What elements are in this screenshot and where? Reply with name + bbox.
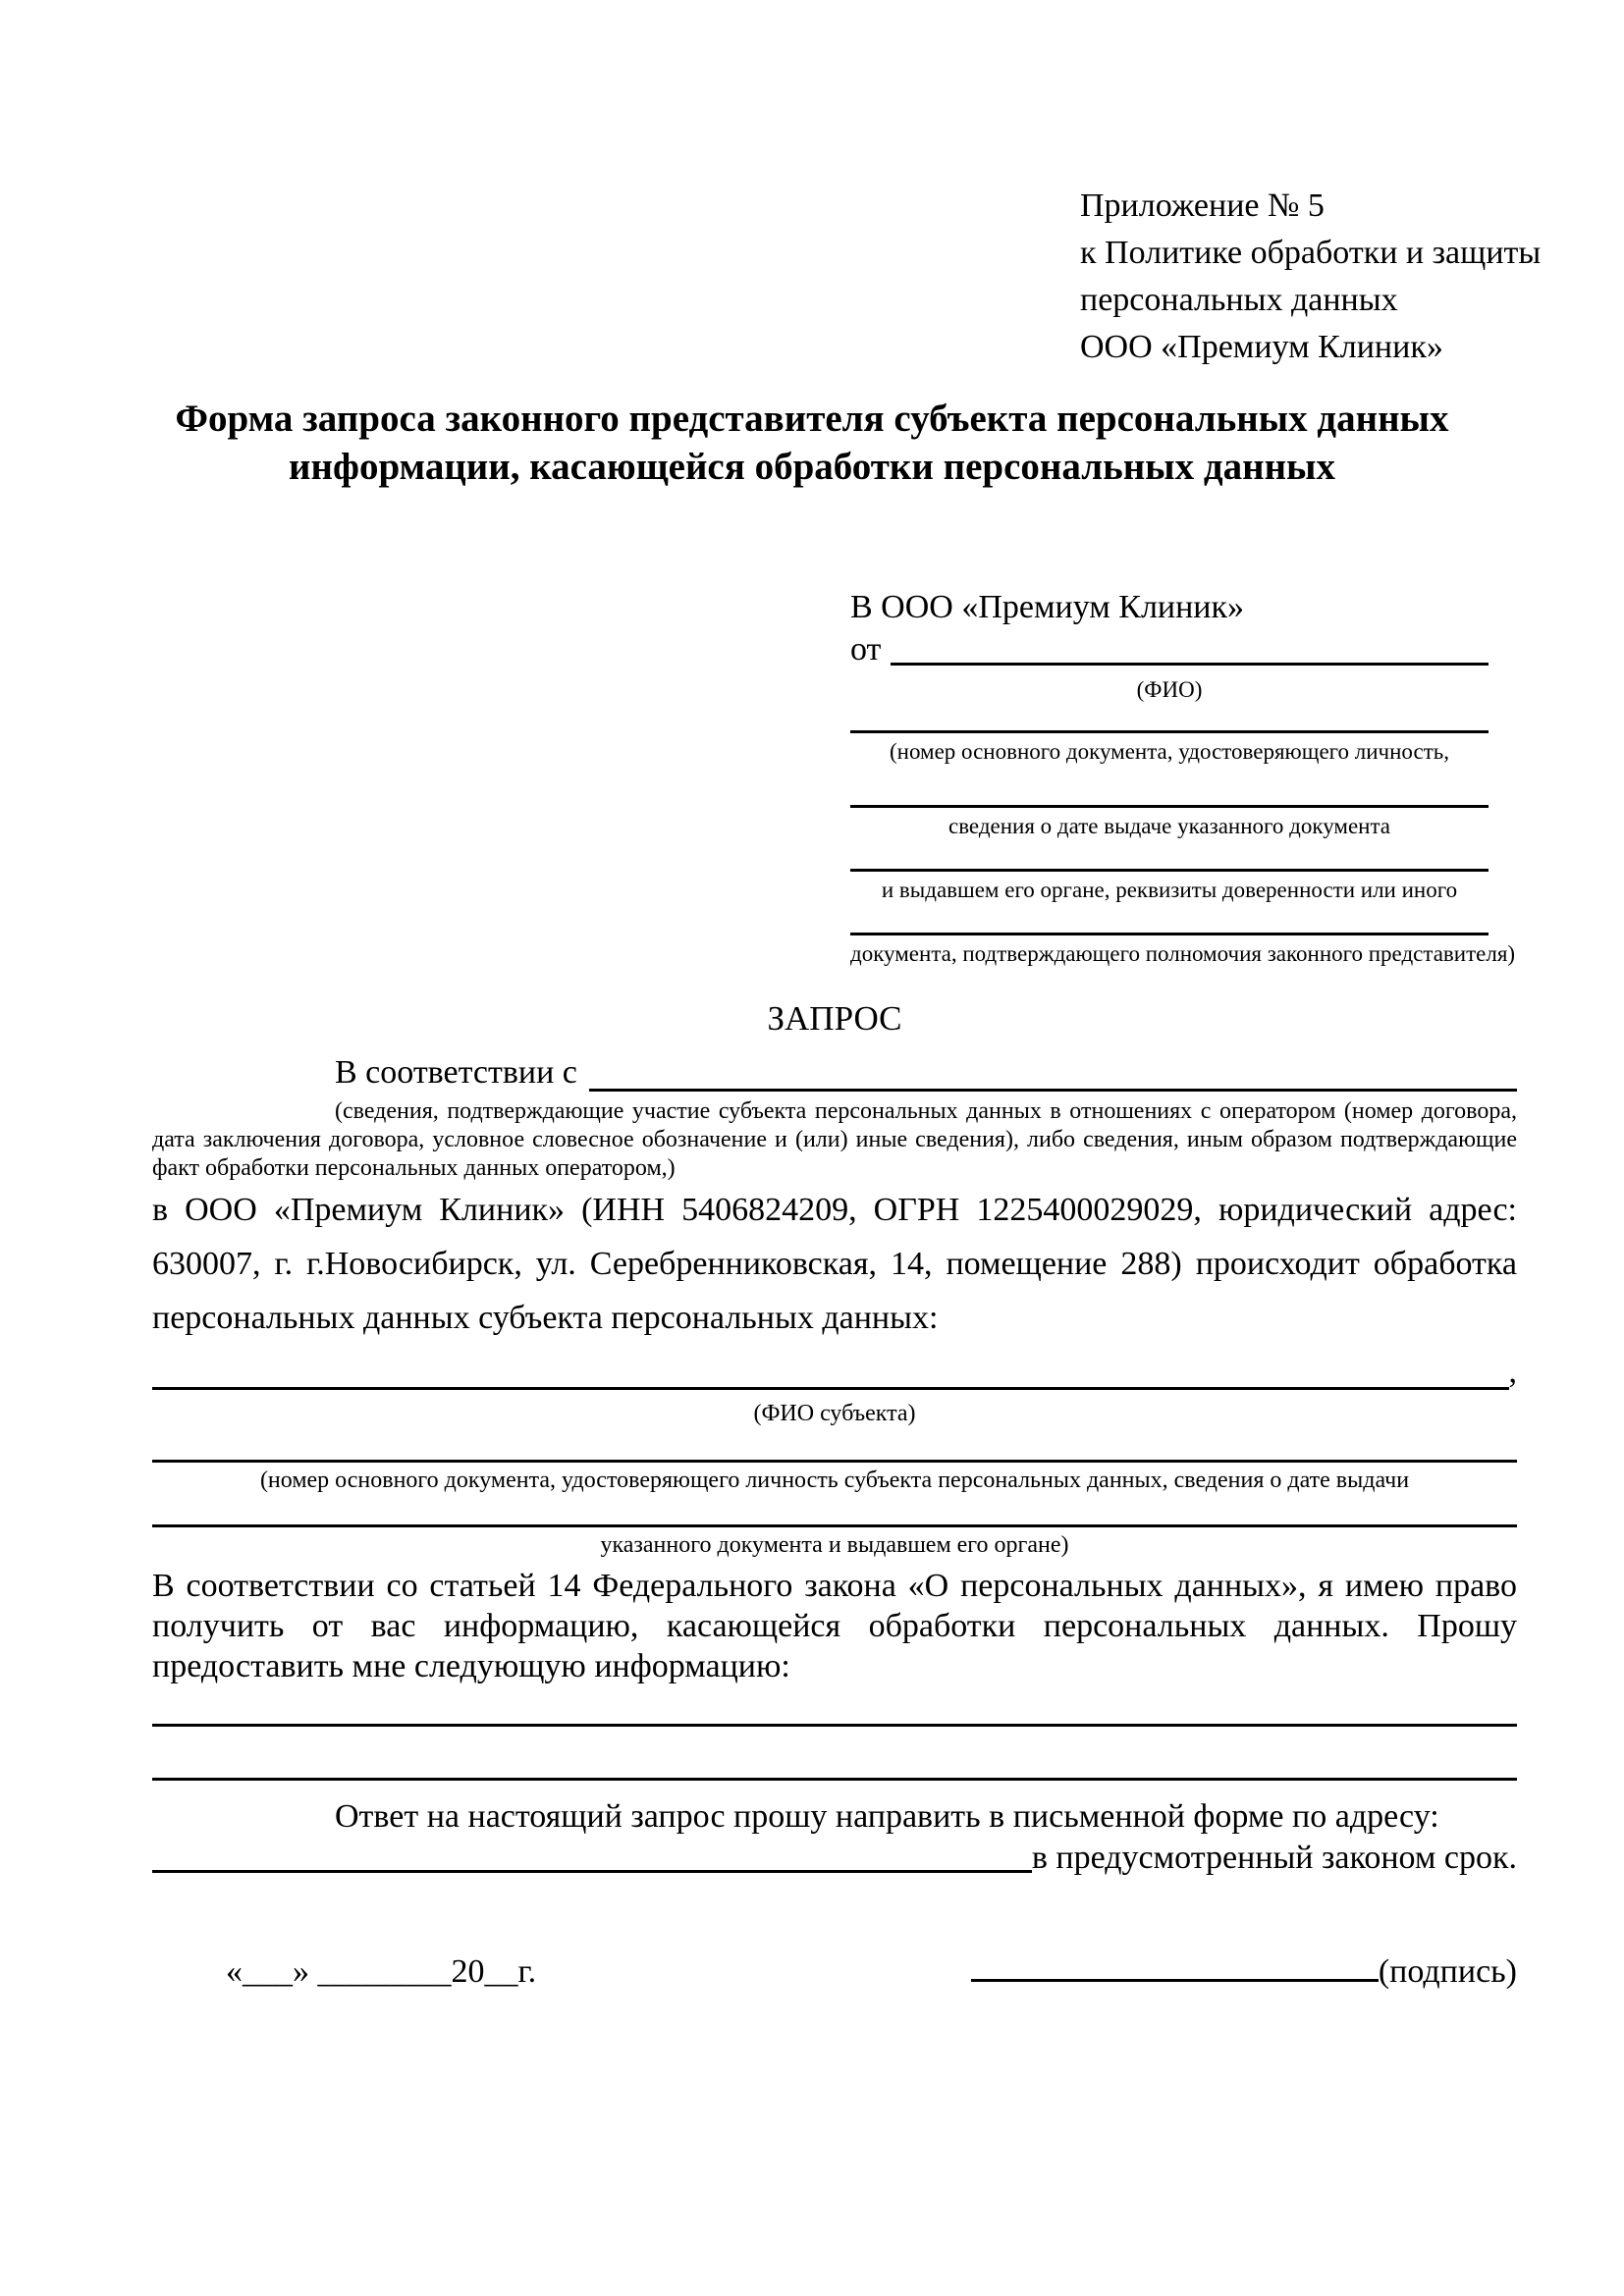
signature-field xyxy=(971,1951,1517,1993)
doc-fill-group-2 xyxy=(850,805,1489,840)
date-field: «___» ________20__г. xyxy=(226,1953,537,1990)
doc-fill-line-1 xyxy=(850,730,1489,733)
doc-fill-group-3 xyxy=(850,869,1489,904)
subject-doc-line-2 xyxy=(152,1524,1517,1527)
answer-paragraph: Ответ на настоящий запрос прошу направить в письменной форме по адресу: xyxy=(335,1798,1439,1835)
blank-line-2 xyxy=(152,1778,1517,1781)
intro-caption: (сведения, подтверждающие участие субъекта персональных данных в отношениях с оператором (номер договора, дата заключения договора, условное словесное обозначение и (или) иные сведения), либо сведения, иным образом подтверждающие факт обработки персональных данных оператором,) xyxy=(152,1098,1517,1181)
annex-note xyxy=(1080,183,1541,371)
request-heading: ЗАПРОС xyxy=(767,999,902,1038)
subject-fio-caption: (ФИО субъекта) xyxy=(753,1401,916,1426)
subject-doc-caption-2: указанного документа и выдавшем его органе) xyxy=(600,1532,1069,1558)
intro-line xyxy=(152,1048,1517,1097)
doc-fill-group-1 xyxy=(850,730,1489,766)
doc-fill-line-3 xyxy=(850,869,1489,872)
intro-fill-line xyxy=(589,1048,1517,1092)
from-line xyxy=(850,628,1489,671)
fio-fill-line xyxy=(891,628,1489,666)
doc-fill-line-4 xyxy=(850,933,1489,935)
doc-fill-group-4 xyxy=(850,933,1516,968)
subject-doc-line-1 xyxy=(152,1460,1517,1463)
addressee-to: В ООО «Премиум Клиник» xyxy=(850,589,1245,625)
doc-fill-line-2 xyxy=(850,805,1489,808)
blank-line-1 xyxy=(152,1724,1517,1727)
subject-fio-line xyxy=(152,1349,1517,1396)
addressee-block xyxy=(850,587,1516,968)
annex-note-line: ООО «Премиум Клиник» xyxy=(1080,329,1443,365)
document-title-line1: Форма запроса законного представителя субъекта персональных данных xyxy=(175,398,1449,440)
signature-line xyxy=(971,1979,1379,1982)
operator-paragraph: в ООО «Премиум Клиник» (ИНН 5406824209, ОГРН 1225400029029, юридический адрес: 630007, г. г.Новосибирск, ул. Серебренниковская, 14, помещение 288) происходит обработка персональных данных субъекта персональных данных: xyxy=(152,1192,1517,1336)
doc-fill-caption-1: (номер основного документа, удостоверяющего личность, xyxy=(889,739,1449,764)
subject-fio-fill xyxy=(152,1349,1509,1390)
annex-note-line: к Политике обработки и защиты xyxy=(1080,235,1542,271)
doc-fill-caption-3: и выдавшем его органе, реквизиты доверенности или иного xyxy=(881,878,1458,902)
annex-note-line: персональных данных xyxy=(1080,282,1398,318)
answer-tail-text: в предусмотренный законом срок. xyxy=(1031,1840,1517,1876)
signature-row xyxy=(152,1951,1517,1993)
document-title xyxy=(130,395,1494,491)
doc-fill-caption-2: сведения о дате выдаче указанного документа xyxy=(947,814,1391,838)
fio-caption: (ФИО) xyxy=(1136,677,1203,702)
doc-fill-caption-4: документа, подтверждающего полномочия законного представителя) xyxy=(850,941,1516,966)
annex-note-line: Приложение № 5 xyxy=(1080,187,1325,224)
from-label: от xyxy=(850,631,882,667)
document-title-line2: информации, касающейся обработки персональных данных xyxy=(289,446,1335,488)
answer-tail-fill xyxy=(152,1838,1032,1873)
trailing-comma: , xyxy=(1508,1354,1517,1390)
signature-caption: (подпись) xyxy=(1378,1953,1517,1990)
answer-tail-line xyxy=(152,1838,1517,1879)
subject-doc-caption-1: (номер основного документа, удостоверяющего личность субъекта персональных данных, сведения о дате выдачи xyxy=(259,1468,1410,1493)
request-body xyxy=(152,997,1517,1993)
law-paragraph: В соответствии со статьей 14 Федерального закона «О персональных данных», я имею право получить от вас информацию, касающейся обработки персональных данных. Прошу предоставить мне следующую информацию: xyxy=(152,1568,1517,1684)
intro-prefix: В соответствии с xyxy=(335,1054,577,1091)
